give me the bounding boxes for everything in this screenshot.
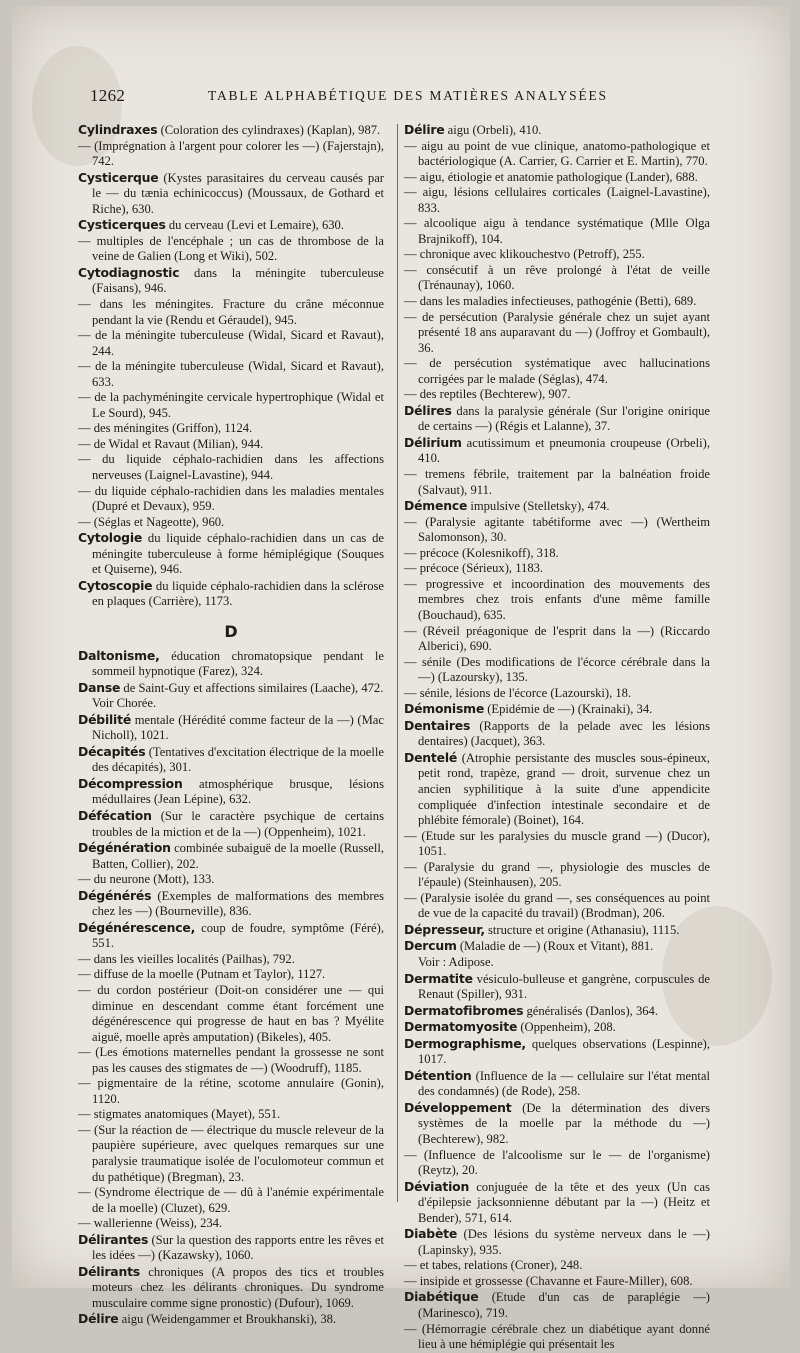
entry-headword: Dépresseur, [404, 921, 485, 937]
index-entry [404, 498, 710, 515]
index-entry [78, 297, 384, 328]
entry-text: (Atrophie persistante des muscles sous-épineux, petit rond, trapèze, grand — droit, survenue chez un ancien syphilitique à la suite d'une appendicite compliquée d'infection intestinale secondaire et de phlébite fémorale) (Boinet), 164. [418, 750, 710, 828]
index-entry [404, 561, 710, 577]
entry-text: — wallerienne (Weiss), 234. [78, 1216, 223, 1231]
column-divider [397, 124, 398, 1202]
entry-headword: Dégénération [78, 840, 171, 856]
entry-text: — (Influence de l'alcoolisme sur le — de l'organisme) (Reytz), 20. [404, 1147, 710, 1178]
entry-text: — progressive et incoordination des mouvements des membres chez trois enfants d'une même famille (Bouchaud), 635. [404, 576, 710, 622]
entry-headword: Dermatofibromes [404, 1002, 524, 1018]
entry-text: mentale (Hérédité comme facteur de la —) (Mac Nicholl), 1021. [92, 712, 384, 743]
entry-text: — du liquide céphalo-rachidien dans les affections nerveuses (Laignel-Lavastine), 944. [78, 452, 384, 483]
index-entry [78, 840, 384, 872]
index-entry [78, 139, 384, 170]
index-entry [78, 1107, 384, 1123]
entry-headword: Dermatomyosite [404, 1019, 518, 1035]
entry-headword: Cylindraxes [78, 122, 158, 137]
index-entry [78, 1123, 384, 1185]
index-entry [78, 359, 384, 390]
index-entry [78, 421, 384, 437]
entry-text: — de la méningite tuberculeuse (Widal, Sicard et Ravaut), 633. [78, 359, 384, 389]
entry-text: chroniques (A propos des tics et troubles moteurs chez les délirants chroniques. Du syndrome musculaire comme signe pronostic) (Dufour), 1069. [92, 1264, 384, 1310]
index-entry [78, 1045, 384, 1076]
index-entry [78, 122, 384, 139]
index-entry [78, 872, 384, 888]
index-entry [78, 744, 384, 776]
index-entry [78, 920, 384, 952]
entry-headword: Cytoscopie [78, 577, 153, 593]
entry-text: généralisés (Danlos), 364. [526, 1003, 658, 1018]
index-entry [404, 938, 710, 955]
entry-text: — et tabes, relations (Croner), 248. [404, 1258, 583, 1273]
entry-text: structure et origine (Athanasiu), 1115. [488, 922, 680, 937]
entry-text: — précoce (Sérieux), 1183. [404, 561, 544, 576]
entry-text: coup de foudre, symptôme (Féré), 551. [92, 920, 384, 951]
index-entry [404, 1226, 710, 1258]
entry-text: — chronique avec klikouchestvo (Petroff), 255. [404, 247, 645, 262]
entry-text: atmosphérique brusque, lésions médullaires (Jean Lépine), 632. [92, 776, 384, 807]
index-entry [78, 967, 384, 983]
entry-text: (Epidémie de —) (Krainaki), 34. [487, 702, 653, 717]
entry-text: Voir : Adipose. [418, 954, 494, 969]
index-entry [78, 437, 384, 453]
entry-text: — (Paralysie du grand —, physiologie des muscles de l'épaule) (Steinhausen), 205. [404, 859, 710, 890]
index-entry [78, 1232, 384, 1264]
index-entry [78, 1076, 384, 1107]
index-entries-c [78, 122, 384, 610]
entry-text: — de Widal et Ravaut (Milian), 944. [78, 436, 264, 451]
index-entry [404, 829, 710, 860]
index-entry [404, 139, 710, 170]
entry-text: — du liquide céphalo-rachidien dans les maladies mentales (Dupré et Devaux), 959. [78, 483, 384, 514]
entry-text: — aigu au point de vue clinique, anatomo-pathologique et bactériologique (A. Carrier, G. Carrier et E. Martin), 770. [404, 138, 710, 169]
entry-headword: Cytodiagnostic [78, 264, 180, 280]
entry-text: — aigu, lésions cellulaires corticales (Laignel-Lavastine), 833. [404, 185, 710, 215]
entry-text: du liquide céphalo-rachidien dans un cas de méningite tuberculeuse à forme hémiplégique (Souques et Quiserne), 946. [92, 531, 385, 577]
entry-headword: Dégénérescence, [78, 919, 196, 935]
entry-text: (Maladie de —) (Roux et Vitant), 881. [459, 939, 654, 954]
index-entry [78, 328, 384, 359]
entry-headword: Décompression [78, 775, 183, 791]
entry-headword: Diabète [404, 1226, 458, 1242]
entry-text: (De la détermination des divers systèmes de la moelle par la méthode du —) (Bechterew), 982. [418, 1100, 710, 1146]
entry-headword: Décapités [78, 743, 146, 759]
entry-text: Voir Chorée. [92, 696, 157, 711]
index-entry [78, 390, 384, 421]
index-entry [404, 387, 710, 403]
index-entry [78, 888, 384, 920]
index-entry [404, 922, 710, 939]
entry-text: — de persécution (Paralysie générale chez un sujet ayant présenté 18 ans auparavant du —) (Joffroy et Gombault), 36. [404, 309, 710, 355]
index-entry [404, 1003, 710, 1020]
index-entry [404, 1179, 710, 1227]
entry-text: (Influence de la — cellulaire sur l'état mental des condamnés) (de Rode), 258. [418, 1068, 710, 1099]
entry-text: — dans les maladies infectieuses, pathogénie (Betti), 689. [404, 294, 697, 309]
entry-headword: Démonisme [404, 701, 485, 717]
index-entry [78, 265, 384, 297]
index-entry [404, 546, 710, 562]
entry-text: — (Etude sur les paralysies du muscle grand —) (Ducor), 1051. [404, 828, 710, 859]
index-entry [78, 712, 384, 744]
running-title: TABLE ALPHABÉTIQUE DES MATIÈRES ANALYSÉES [208, 88, 608, 103]
index-entry [404, 955, 710, 971]
index-entry [78, 578, 384, 610]
index-entry [404, 624, 710, 655]
entry-text: (Coloration des cylindraxes) (Kaplan), 987. [160, 123, 381, 137]
index-entry [78, 680, 384, 697]
index-entry [404, 1019, 710, 1036]
entry-headword: Diabétique [404, 1289, 479, 1305]
index-entry [404, 467, 710, 498]
entry-text: — de la pachyméningite cervicale hypertrophique (Widal et Le Sourd), 945. [78, 390, 384, 420]
index-entry [404, 1289, 710, 1321]
entry-text: (Sur le caractère psychique de certains troubles de la miction et de la —) (Oppenheim), 1021. [92, 808, 384, 839]
index-entries-d-continued [404, 122, 710, 1353]
index-entry [404, 1100, 710, 1148]
entry-text: — (Les émotions maternelles pendant la grossesse ne sont pas les causes des stigmates de —) (Woodruff), 1185. [78, 1045, 384, 1075]
entry-text: — dans les vieilles localités (Pailhas), 792. [78, 951, 295, 966]
entry-text: du liquide céphalo-rachidien dans la sclérose en plaques (Carrière), 1173. [92, 578, 384, 609]
index-entry [404, 577, 710, 624]
index-entry [404, 718, 710, 750]
entry-text: éducation chromatopsique pendant le sommeil hypnotique (Farez), 324. [92, 648, 384, 679]
entry-text: — (Syndrome électrique de — dû à l'anémie expérimentale de la moelle) (Cluzet), 629. [78, 1185, 384, 1215]
entry-headword: Cytologie [78, 530, 143, 546]
entry-headword: Dercum [404, 938, 457, 954]
index-entry [78, 234, 384, 265]
entry-text: — insipide et grossesse (Chavanne et Faure-Miller), 608. [404, 1273, 693, 1288]
entry-headword: Délirium [404, 434, 462, 450]
entry-headword: Déviation [404, 1178, 470, 1194]
index-entry [404, 701, 710, 718]
entry-text: (Etude d'un cas de paraplégie —) (Marinesco), 719. [418, 1290, 710, 1321]
entry-text: — alcoolique aigu à tendance systématique (Mlle Olga Brajnikoff), 104. [404, 216, 710, 246]
entry-text: aigu (Weidengammer et Broukhanski), 38. [121, 1312, 337, 1327]
index-entry [404, 750, 710, 829]
entry-text: conjuguée de la tête et des yeux (Un cas d'épilepsie jacksonnienne débutant par la —) (Heitz et Bender), 571, 614. [418, 1179, 710, 1225]
left-column [78, 122, 384, 1328]
index-entry [404, 891, 710, 922]
index-entry [404, 247, 710, 263]
entry-headword: Débilité [78, 711, 132, 727]
entry-text: dans la méningite tuberculeuse (Faisans), 946. [92, 265, 384, 296]
entry-text: — sénile (Des modifications de l'écorce cérébrale dans la —) (Lazoursky), 135. [404, 654, 710, 685]
entry-text: — des méningites (Griffon), 1124. [78, 421, 253, 436]
entry-headword: Dentelé [404, 749, 458, 765]
index-entry [404, 1258, 710, 1274]
index-entry [404, 122, 710, 139]
entry-text: (Rapports de la pelade avec les lésions dentaires) (Jacquet), 363. [418, 718, 710, 749]
index-entry [78, 776, 384, 808]
entry-text: dans la paralysie générale (Sur l'origine onirique de certains —) (Régis et Lalanne), 37. [418, 403, 711, 434]
index-entry [78, 983, 384, 1045]
entry-text: quelques observations (Lespinne), 1017. [418, 1036, 711, 1067]
right-column [404, 122, 710, 1353]
entry-headword: Daltonisme, [78, 647, 160, 663]
index-entry [78, 1264, 384, 1312]
entry-headword: Défécation [78, 807, 152, 823]
index-entry [78, 217, 384, 234]
index-entry [404, 263, 710, 294]
index-entry [404, 294, 710, 310]
entry-text: impulsive (Stelletsky), 474. [470, 499, 610, 514]
index-entry [404, 1148, 710, 1179]
index-entry [78, 1185, 384, 1216]
entry-text: — de la méningite tuberculeuse (Widal, Sicard et Ravaut), 244. [78, 328, 384, 358]
entry-text: — du neurone (Mott), 133. [78, 872, 215, 887]
index-entry [78, 696, 384, 712]
entry-text: (Oppenheim), 208. [520, 1020, 616, 1035]
entry-text: — de persécution systématique avec hallucinations corrigées par le malade (Séglas), 474. [404, 356, 710, 386]
index-entry [78, 452, 384, 483]
index-entry [78, 484, 384, 515]
entry-text: (Sur la question des rapports entre les rêves et les idées —) (Kazawsky), 1060. [92, 1232, 384, 1263]
entry-headword: Cysticerque [78, 169, 159, 185]
index-entry [78, 1216, 384, 1232]
entry-text: — (Paralysie agitante tabétiforme avec —) (Wertheim Salomonson), 30. [404, 514, 710, 545]
index-entry [78, 530, 384, 578]
entry-headword: Démence [404, 498, 468, 514]
page-header [78, 86, 738, 108]
entry-text: (Exemples de malformations des membres chez les —) (Bourneville), 836. [92, 888, 385, 919]
entry-text: aigu (Orbeli), 410. [447, 123, 542, 137]
entry-text: — stigmates anatomiques (Mayet), 551. [78, 1107, 281, 1122]
index-entry [78, 648, 384, 680]
entry-text: — (Sur la réaction de — électrique du muscle releveur de la paupière supérieure, avec quelques remarques sur une paralysie traumatique isolée de l'oculomoteur commun et du pathétique) (Bregman), 23. [78, 1122, 384, 1184]
entry-headword: Délirants [78, 1263, 140, 1279]
index-entry [404, 686, 710, 702]
entry-text: (Kystes parasitaires du cerveau causés par le — du tænia echinicoccus) (Moussaux, de Gothard et Riche), 630. [92, 170, 385, 216]
entry-text: — (Séglas et Nageotte), 960. [78, 514, 225, 529]
entry-text: combinée subaiguë de la moelle (Russell, Batten, Collier), 202. [92, 841, 384, 871]
index-entry [404, 1322, 710, 1353]
entry-text: — (Paralysie isolée du grand —, ses conséquences au point de vue de la capacité du travail) (Brodman), 206. [404, 890, 710, 921]
entry-text: — dans les méningites. Fracture du crâne méconnue pendant la vie (Rendu et Géraudel), 945. [78, 297, 384, 327]
entry-text: du cerveau (Levi et Lemaire), 630. [168, 218, 344, 233]
entry-headword: Cysticerques [78, 217, 166, 233]
index-entries-d [78, 648, 384, 1329]
index-entry [404, 356, 710, 387]
entry-text: — (Imprégnation à l'argent pour colorer les —) (Fajerstajn), 742. [78, 138, 384, 169]
entry-text: de Saint-Guy et affections similaires (Laache), 472. [123, 680, 384, 695]
entry-headword: Développement [404, 1099, 512, 1115]
index-entry [404, 1068, 710, 1100]
entry-text: — (Réveil préagonique de l'esprit dans la —) (Riccardo Alberici), 690. [404, 623, 710, 654]
index-entry [404, 655, 710, 686]
entry-headword: Délires [404, 402, 452, 418]
entry-text: — des reptiles (Bechterew), 907. [404, 387, 571, 402]
entry-headword: Dégénérés [78, 887, 152, 903]
entry-text: — pigmentaire de la rétine, scotome annulaire (Gonin), 1120. [78, 1076, 384, 1106]
entry-text: — diffuse de la moelle (Putnam et Taylor), 1127. [78, 967, 326, 982]
entry-headword: Dentaires [404, 717, 471, 733]
entry-headword: Dermatite [404, 970, 473, 986]
index-entry [404, 1274, 710, 1290]
index-entry [404, 310, 710, 357]
index-entry [78, 170, 384, 218]
entry-text: (Tentatives d'excitation électrique de la moelle des décapités), 301. [92, 744, 384, 775]
index-entry [404, 185, 710, 216]
entry-headword: Délire [404, 122, 445, 137]
entry-headword: Danse [78, 679, 121, 695]
entry-text: — aigu, étiologie et anatomie pathologique (Lander), 688. [404, 169, 698, 184]
entry-headword: Détention [404, 1067, 472, 1083]
page-number: 1262 [90, 86, 126, 105]
index-entry [78, 808, 384, 840]
entry-text: — tremens fébrile, traitement par la balnéation froide (Salvaut), 911. [404, 467, 710, 497]
index-entry [404, 1036, 710, 1068]
entry-headword: Délire [78, 1311, 119, 1327]
entry-headword: Dermographisme, [404, 1035, 526, 1051]
entry-text: — (Hémorragie cérébrale chez un diabétique ayant donné lieu à une hémiplégie qui présentait les [404, 1321, 710, 1352]
entry-text: vésiculo-bulleuse et gangrène, corpuscules de Renaut (Spiller), 931. [418, 971, 710, 1002]
index-entry [78, 1311, 384, 1328]
index-entry [404, 216, 710, 247]
section-letter: D [224, 621, 238, 641]
index-entry [78, 515, 384, 531]
entry-text: — multiples de l'encéphale ; un cas de thrombose de la veine de Galien (Long et Wiki), 502. [78, 233, 384, 264]
entry-text: — précoce (Kolesnikoff), 318. [404, 545, 559, 560]
index-entry [404, 170, 710, 186]
entry-text: — du cordon postérieur (Doit-on considérer une — qui diminue en descendant comme étant forcément une dégénérescence qui progresse de haut en bas ? Myélite aiguë, moelle après amputation) (Bikeles), 405. [78, 982, 384, 1044]
entry-text: — sénile, lésions de l'écorce (Lazourski), 18. [404, 685, 632, 700]
index-entry [404, 435, 710, 467]
index-entry [404, 515, 710, 546]
index-entry [78, 952, 384, 968]
index-entry [404, 971, 710, 1003]
entry-text: — consécutif à un rêve prolongé à l'état de veille (Trénaunay), 1060. [404, 262, 710, 293]
entry-text: acutissimum et pneumonia croupeuse (Orbeli), 410. [418, 435, 710, 466]
index-entry [404, 403, 710, 435]
entry-headword: Délirantes [78, 1231, 149, 1247]
entry-text: (Des lésions du système nerveux dans le —) (Lapinsky), 935. [418, 1227, 710, 1257]
index-entry [404, 860, 710, 891]
